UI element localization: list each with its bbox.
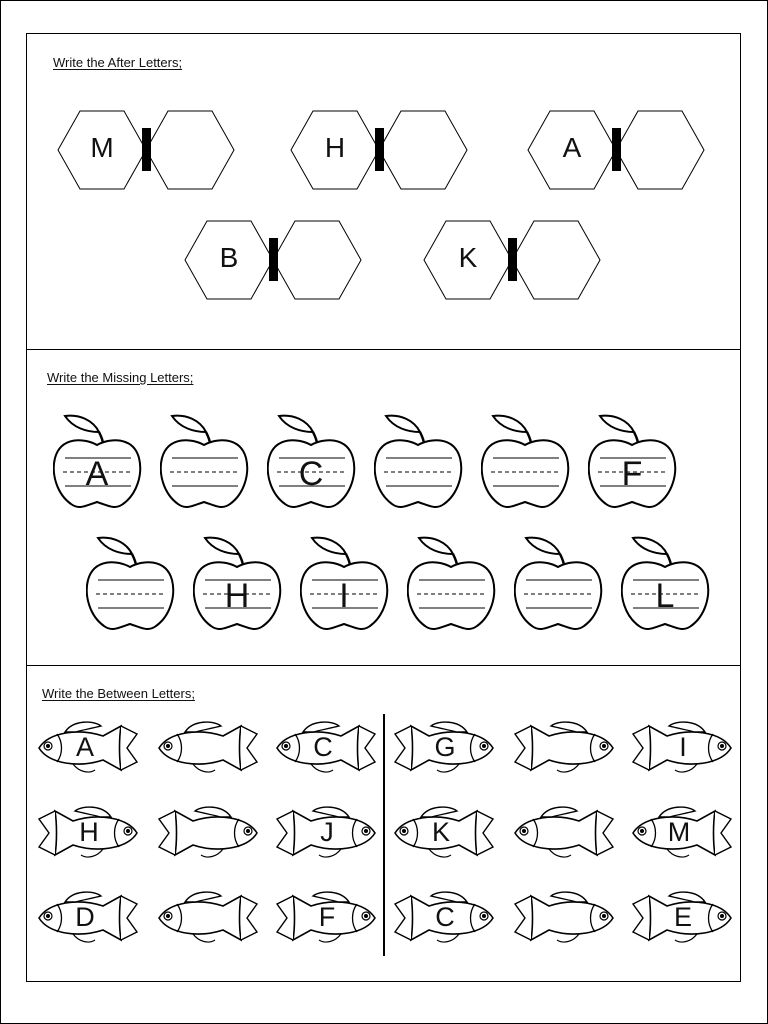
fish-letter-box[interactable] [511,803,617,863]
fish-letter-box[interactable] [511,888,617,948]
apple-letter-box[interactable] [621,536,715,634]
fish-letter-box[interactable] [35,888,141,948]
given-letter: A [562,132,582,163]
apple-icon [514,536,608,634]
hexagon-pair [422,219,604,301]
fish-letter-box[interactable] [35,718,141,778]
column-divider [383,714,385,956]
apple-letter-box[interactable] [86,536,180,634]
fish-letter-box[interactable] [273,803,379,863]
apple-letter: C [298,455,324,493]
fish-letter-box[interactable] [629,803,735,863]
fish-letter-box[interactable] [155,718,261,778]
fish-letter: C [313,732,333,762]
fish-letter-box[interactable] [273,888,379,948]
apple-icon [407,536,501,634]
apple-letter-box[interactable] [53,414,147,512]
missing-letters-heading: Write the Missing Letters; [47,370,194,385]
apple-letter-box[interactable] [300,536,394,634]
fish-letter-box[interactable] [391,718,497,778]
fish-letter-box[interactable] [629,888,735,948]
apple-letter-box[interactable] [160,414,254,512]
apple-letter-box[interactable] [481,414,575,512]
given-letter: B [219,242,239,273]
fish-icon [155,803,261,863]
fish-letter: A [75,732,94,762]
apple-icon [160,414,254,512]
fish-letter: I [679,732,687,762]
after-letters-heading: Write the After Letters; [53,55,183,70]
between-letters-section [26,665,741,982]
fish-icon [511,888,617,948]
fish-letter: F [318,902,336,932]
fish-letter: K [431,817,450,847]
apple-letter: I [339,577,349,615]
answer-hexagon[interactable] [620,128,692,168]
fish-letter-box[interactable] [155,888,261,948]
apple-letter-box[interactable] [514,536,608,634]
answer-hexagon[interactable] [277,238,349,278]
fish-letter-box[interactable] [391,803,497,863]
apple-letter: L [655,577,675,615]
fish-letter-box[interactable] [273,718,379,778]
between-letters-heading: Write the Between Letters; [42,686,195,701]
apple-letter-box[interactable] [193,536,287,634]
fish-icon [155,888,261,948]
answer-hexagon[interactable] [383,128,455,168]
fish-icon [511,718,617,778]
fish-letter: E [673,902,692,932]
fish-letter: D [75,902,95,932]
answer-hexagon[interactable] [516,238,588,278]
fish-letter-box[interactable] [391,888,497,948]
apple-icon [481,414,575,512]
hexagon-pair [56,109,238,191]
apple-letter: F [621,455,643,493]
apple-letter: H [224,577,250,615]
fish-letter: G [434,732,456,762]
missing-letters-section [26,349,741,667]
apple-letter: A [85,455,109,493]
hexagon-pair [526,109,708,191]
fish-icon [155,718,261,778]
after-letters-section [26,33,741,351]
fish-letter-box[interactable] [155,803,261,863]
apple-letter-box[interactable] [374,414,468,512]
fish-letter: C [435,902,455,932]
fish-letter-box[interactable] [511,718,617,778]
apple-icon [86,536,180,634]
fish-icon [511,803,617,863]
given-letter: H [324,132,346,163]
apple-letter-box[interactable] [267,414,361,512]
fish-letter-box[interactable] [629,718,735,778]
apple-letter-box[interactable] [407,536,501,634]
fish-letter-box[interactable] [35,803,141,863]
hexagon-pair [289,109,471,191]
given-letter: M [90,132,114,163]
hexagon-pair [183,219,365,301]
fish-letter: J [320,817,334,847]
fish-letter: H [79,817,99,847]
apple-letter-box[interactable] [588,414,682,512]
fish-letter: M [667,817,691,847]
given-letter: K [458,242,478,273]
apple-icon [374,414,468,512]
answer-hexagon[interactable] [150,128,222,168]
